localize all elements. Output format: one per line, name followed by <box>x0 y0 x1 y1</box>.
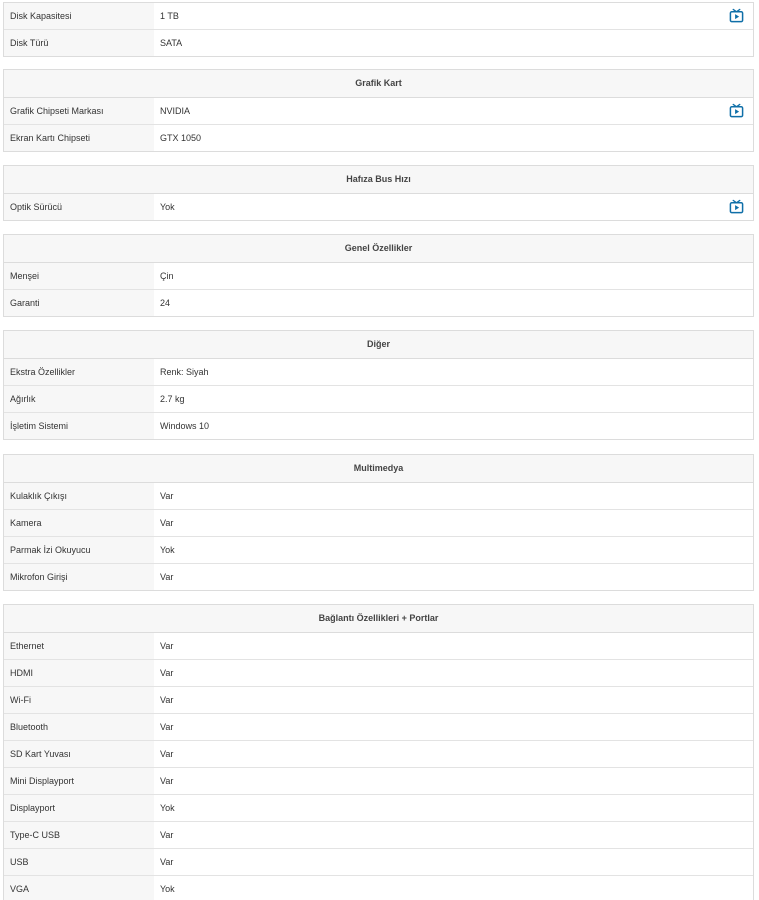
spec-label: Bluetooth <box>4 714 154 740</box>
spec-label: Optik Sürücü <box>4 194 154 220</box>
spec-row <box>4 386 753 413</box>
spec-row <box>4 822 753 849</box>
section-title: Bağlantı Özellikleri + Portlar <box>4 605 753 633</box>
spec-value: Windows 10 <box>160 421 210 431</box>
spec-row <box>4 194 753 220</box>
spec-label: Kamera <box>4 510 154 536</box>
tv-play-icon[interactable] <box>729 199 744 214</box>
spec-value: Var <box>160 641 174 651</box>
spec-label: Grafik Chipseti Markası <box>4 98 154 124</box>
spec-value: Var <box>160 518 174 528</box>
spec-row <box>4 564 753 590</box>
spec-value: 1 TB <box>160 11 179 21</box>
spec-value: NVIDIA <box>160 106 191 116</box>
spec-block-hafiza-bus-hizi <box>3 165 754 221</box>
spec-value: Var <box>160 668 174 678</box>
spec-row <box>4 3 753 30</box>
spec-value: Yok <box>160 884 175 894</box>
spec-value: 24 <box>160 298 171 308</box>
spec-label: Parmak İzi Okuyucu <box>4 537 154 563</box>
spec-label: Kulaklık Çıkışı <box>4 483 154 509</box>
section-title: Multimedya <box>4 455 753 483</box>
spec-row <box>4 413 753 439</box>
spec-value: Var <box>160 830 174 840</box>
spec-label: Menşei <box>4 263 154 289</box>
spec-row <box>4 125 753 151</box>
tv-play-icon[interactable] <box>729 103 744 118</box>
section-title: Diğer <box>4 331 753 359</box>
spec-block-multimedya <box>3 454 754 591</box>
spec-row <box>4 510 753 537</box>
spec-block-diger <box>3 330 754 440</box>
spec-block-grafik-kart <box>3 69 754 152</box>
spec-row <box>4 263 753 290</box>
spec-value: Var <box>160 722 174 732</box>
spec-value: Var <box>160 491 174 501</box>
spec-value: Çin <box>160 271 174 281</box>
spec-label: Ekstra Özellikler <box>4 359 154 385</box>
spec-row <box>4 795 753 822</box>
section-title: Genel Özellikler <box>4 235 753 263</box>
spec-label: Type-C USB <box>4 822 154 848</box>
spec-label: Ekran Kartı Chipseti <box>4 125 154 151</box>
spec-row <box>4 359 753 386</box>
spec-row <box>4 768 753 795</box>
spec-row <box>4 876 753 900</box>
section-title: Hafıza Bus Hızı <box>4 166 753 194</box>
spec-row <box>4 660 753 687</box>
spec-block-baglanti <box>3 604 754 900</box>
spec-label: Mini Displayport <box>4 768 154 794</box>
spec-value: Yok <box>160 545 175 555</box>
spec-row <box>4 849 753 876</box>
spec-label: İşletim Sistemi <box>4 413 154 439</box>
spec-value: Var <box>160 749 174 759</box>
spec-row <box>4 714 753 741</box>
spec-label: Disk Türü <box>4 30 154 56</box>
spec-row <box>4 741 753 768</box>
spec-row <box>4 30 753 56</box>
spec-value: 2.7 kg <box>160 394 185 404</box>
spec-label: Garanti <box>4 290 154 316</box>
tv-play-icon[interactable] <box>729 8 744 23</box>
section-title: Grafik Kart <box>4 70 753 98</box>
spec-row <box>4 537 753 564</box>
spec-block-genel-ozellikler <box>3 234 754 317</box>
spec-row <box>4 687 753 714</box>
spec-row <box>4 98 753 125</box>
spec-row <box>4 483 753 510</box>
spec-value: Var <box>160 776 174 786</box>
spec-label: Wi-Fi <box>4 687 154 713</box>
spec-label: VGA <box>4 876 154 900</box>
spec-value: Yok <box>160 803 175 813</box>
spec-row <box>4 290 753 316</box>
spec-label: Mikrofon Girişi <box>4 564 154 590</box>
spec-value: Var <box>160 857 174 867</box>
spec-row <box>4 633 753 660</box>
spec-value: GTX 1050 <box>160 133 202 143</box>
spec-label: Ethernet <box>4 633 154 659</box>
spec-value: Yok <box>160 202 175 212</box>
spec-block-disk <box>3 2 754 57</box>
spec-label: Disk Kapasitesi <box>4 3 154 29</box>
spec-label: HDMI <box>4 660 154 686</box>
spec-label: Displayport <box>4 795 154 821</box>
spec-value: Var <box>160 572 174 582</box>
spec-value: Renk: Siyah <box>160 367 209 377</box>
spec-label: USB <box>4 849 154 875</box>
spec-value: SATA <box>160 38 183 48</box>
spec-value: Var <box>160 695 174 705</box>
spec-label: SD Kart Yuvası <box>4 741 154 767</box>
spec-label: Ağırlık <box>4 386 154 412</box>
